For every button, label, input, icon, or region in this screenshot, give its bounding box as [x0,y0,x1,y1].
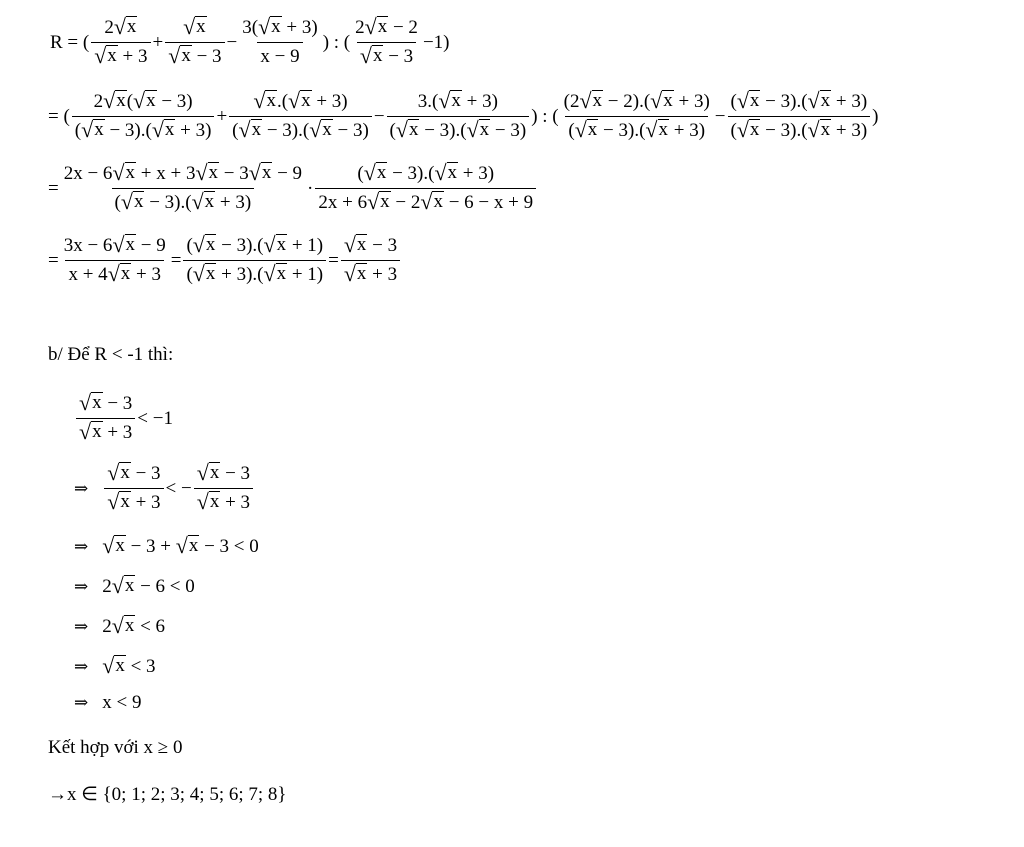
ineq-6: ⇒ √ x < 3 [74,653,156,678]
implies-icon: ⇒ [74,576,89,597]
implies-icon: ⇒ [74,478,89,499]
step-4: = 3x − 6 √ x − 9 x + 4 √ x + 3 = ( √ x − 3).( √ x + 1) ( √ x + 3).( √ x + 1) = √ x − 3 √ x + 3 [48,234,402,287]
step-1: R = ( 2 √ x √ x + 3 + √ x √ x − 3 − 3( √ x + 3) x − 9 ) : ( 2 √ x − 2 √ x − 3 −1) [50,14,450,68]
combine-condition: Kết hợp với x ≥ 0 [48,737,183,758]
final-result: →x ∈ {0; 1; 2; 3; 4; 5; 6; 7; 8} [48,784,287,805]
ineq-2: ⇒ √ x − 3 √ x + 3 < − √ x − 3 √ x + 3 [74,462,255,515]
implies-icon: ⇒ [74,536,89,557]
ineq-7: ⇒ x < 9 [74,692,142,713]
implies-icon: ⇒ [74,693,89,713]
implies-icon: ⇒ [74,656,89,677]
ineq-1: √ x − 3 √ x + 3 < −1 [74,392,173,445]
ineq-3: ⇒ √ x − 3 + √ x − 3 < 0 [74,533,259,558]
step-2: = ( 2 √ x ( √ x − 3) ( √ x − 3).( √ x + 3) + √ x .( √ x + 3) ( √ x − 3).( √ x − 3) − 3.( √ x + 3) ( √ x − 3).( √ x − 3) ) : ( (2 √ x − 2).( √ x + 3) ( √ x − 3).( √ x + 3) − ( √ x − 3).( √ x + 3) ( √ x − 3).( √ x + 3) ) [48,88,879,142]
step-3: = 2x − 6 √ x + x + 3 √ x − 3 √ x − 9 ( √ x − 3).( √ x + 3) · ( √ x − 3).( √ x + 3) 2x + 6 √ x − 2 √ x − 6 − x + 9 [48,162,538,215]
implies-icon: ⇒ [74,616,89,637]
part-b-label: b/ Để R < -1 thì: [48,344,174,365]
ineq-4: ⇒ 2 √ x − 6 < 0 [74,573,195,598]
ineq-5: ⇒ 2 √ x < 6 [74,613,166,638]
